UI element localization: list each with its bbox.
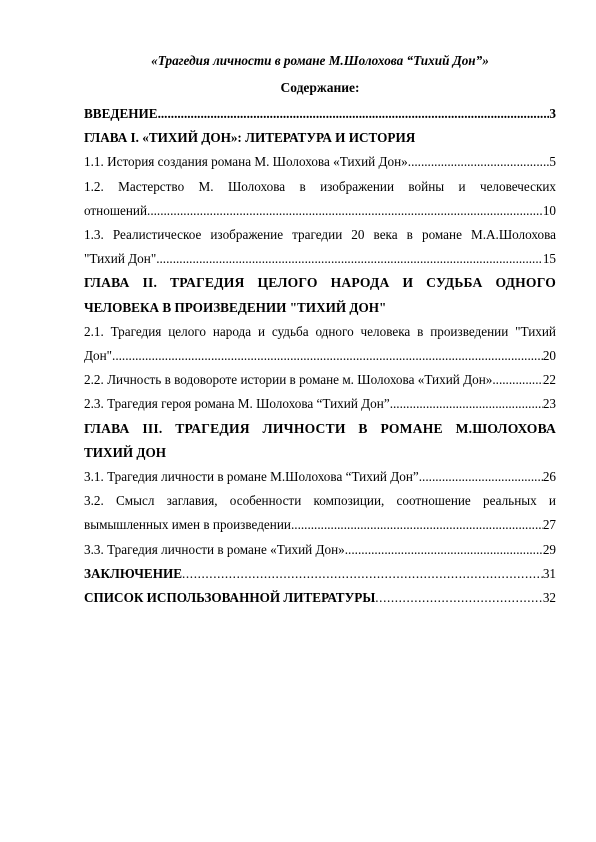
toc-page-number: 15 <box>542 251 556 267</box>
toc-leader-dots <box>158 102 550 126</box>
toc-entry-2-2 <box>84 368 556 392</box>
toc-chapter-2-line2 <box>84 296 556 320</box>
document-page <box>84 52 556 610</box>
document-title: «Трагедия личности в романе М.Шолохова “Тихий Дон”» <box>151 53 489 68</box>
toc-leader-dots <box>492 368 542 392</box>
toc-leader-dots <box>419 465 543 489</box>
toc-entry-label: ВВЕДЕНИЕ <box>84 106 158 121</box>
toc-entry-conclusion <box>84 562 556 586</box>
toc-entry-bibliography <box>84 586 556 610</box>
toc-page-number: 29 <box>542 541 556 557</box>
toc-page-number: 5 <box>549 154 556 170</box>
toc-entry-3-3 <box>84 538 556 562</box>
toc-page-number: 26 <box>542 469 556 485</box>
toc-entry-label: ЗАКЛЮЧЕНИЕ <box>84 565 183 581</box>
toc-chapter-3-line2 <box>84 441 556 465</box>
toc-leader-dots <box>390 392 543 416</box>
toc-entry-label: вымышленных имен в произведении <box>84 517 291 533</box>
toc-entry-label: 3.1. Трагедия личности в романе М.Шолохова “Тихий Дон” <box>84 469 419 485</box>
toc-entry-intro <box>84 102 556 126</box>
toc-entry-2-1 <box>84 344 556 368</box>
toc-page-number: 31 <box>542 565 556 581</box>
toc-page-number: 10 <box>542 202 556 218</box>
toc-entry-1-2 <box>84 199 556 223</box>
toc-entry-label: 3.3. Трагедия личности в романе «Тихий Дон» <box>84 541 345 557</box>
toc-entry-label: 2.3. Трагедия героя романа М. Шолохова “Тихий Дон” <box>84 396 390 412</box>
toc-entry-3-2-line1: 3.2. Смысл заглавия, особенности композиции, соотношение реальных и <box>84 493 556 509</box>
toc-entry-3-1 <box>84 465 556 489</box>
toc-entry-1-3-line1: 1.3. Реалистическое изображение трагедии 20 века в романе М.А.Шолохова <box>84 227 556 243</box>
toc-entry-2-1-line1: 2.1. Трагедия целого народа и судьба одного человека в произведении "Тихий <box>84 323 556 339</box>
toc-entry-3-2 <box>84 513 556 537</box>
toc-leader-dots <box>375 586 543 610</box>
toc-leader-dots <box>147 199 543 223</box>
toc-leader-dots <box>408 150 550 174</box>
toc-entry-label: 1.1. История создания романа М. Шолохова «Тихий Дон» <box>84 154 408 170</box>
toc-chapter-2-line1: ГЛАВА II. ТРАГЕДИЯ ЦЕЛОГО НАРОДА И СУДЬБА ОДНОГО <box>84 275 556 291</box>
toc-entry-2-3 <box>84 392 556 416</box>
toc-leader-dots <box>182 562 543 586</box>
toc-leader-dots <box>112 344 543 368</box>
toc-page-number: 20 <box>542 348 556 364</box>
toc-leader-dots <box>345 538 543 562</box>
toc-page-number: 3 <box>549 106 556 121</box>
toc-chapter-1 <box>84 126 556 150</box>
toc-heading: Содержание: <box>280 80 360 95</box>
toc-page-number: 27 <box>542 517 556 533</box>
toc-page-number: 22 <box>542 372 556 388</box>
toc-entry-1-3 <box>84 247 556 271</box>
toc-chapter-label: ТИХИЙ ДОН <box>84 444 166 460</box>
toc-entry-label: отношений <box>84 202 148 218</box>
toc-entry-label: СПИСОК ИСПОЛЬЗОВАННОЙ ЛИТЕРАТУРЫ <box>84 590 376 606</box>
toc-entry-1-2-line1: 1.2. Мастерство М. Шолохова в изображении войны и человеческих <box>84 178 556 194</box>
toc-chapter-3-line1: ГЛАВА III. ТРАГЕДИЯ ЛИЧНОСТИ В РОМАНЕ М.ШОЛОХОВА <box>84 420 556 436</box>
toc-entry-1-1 <box>84 150 556 174</box>
toc-chapter-label: ГЛАВА I. «ТИХИЙ ДОН»: ЛИТЕРАТУРА И ИСТОРИЯ <box>84 130 416 146</box>
toc-chapter-label: ЧЕЛОВЕКА В ПРОИЗВЕДЕНИИ "ТИХИЙ ДОН" <box>84 299 387 315</box>
toc-leader-dots <box>291 513 543 537</box>
toc-entry-label: Дон" <box>84 348 113 364</box>
toc-page-number: 23 <box>542 396 556 412</box>
toc-page-number: 32 <box>542 590 556 606</box>
toc-leader-dots <box>156 247 543 271</box>
toc-entry-label: 2.2. Личность в водовороте истории в романе м. Шолохова «Тихий Дон» <box>84 372 493 388</box>
toc-entry-label: "Тихий Дон" <box>84 251 157 267</box>
